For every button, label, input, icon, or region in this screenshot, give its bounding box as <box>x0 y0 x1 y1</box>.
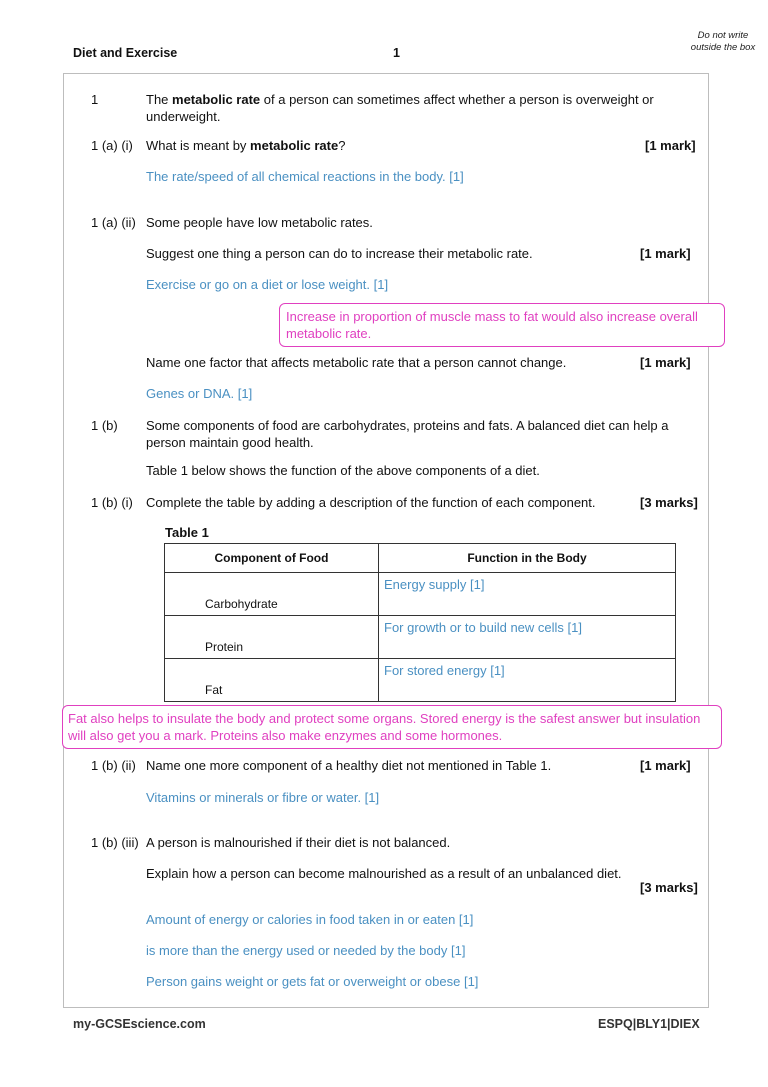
question-number: 1 <box>91 92 99 107</box>
table-row <box>165 659 676 702</box>
mark-allocation: [3 marks] <box>640 495 698 510</box>
question-number: 1 (a) (ii) <box>91 215 136 230</box>
document-title: Diet and Exercise <box>73 46 178 60</box>
answer-text: Exercise or go on a diet or lose weight. [1] <box>146 277 389 292</box>
question-text: The metabolic rate of a person can sometimes affect whether a person is overweight or underweight. <box>146 92 654 124</box>
annotation-note: Increase in proportion of muscle mass to fat would also increase overall metabolic rate. <box>279 303 725 347</box>
question-text: Suggest one thing a person can do to increase their metabolic rate. <box>146 246 533 261</box>
question-number: 1 (b) (iii) <box>91 835 139 850</box>
answer-text: Amount of energy or calories in food taken in or eaten [1] <box>146 912 474 927</box>
table-1 <box>164 543 676 702</box>
question-text: A person is malnourished if their diet is not balanced. <box>146 835 451 850</box>
mark-allocation: [1 mark] <box>640 758 691 773</box>
question-number: 1 (a) (i) <box>91 138 133 153</box>
footer-website: my-GCSEscience.com <box>73 1017 206 1031</box>
annotation-note: Fat also helps to insulate the body and protect some organs. Stored energy is the safest answer but insulation will also get you a mark. Proteins also make enzymes and some hormones. <box>62 705 722 749</box>
table-caption: Table 1 <box>165 525 209 540</box>
margin-note: Do not write outside the box <box>690 30 756 53</box>
answer-text: Vitamins or minerals or fibre or water. [1] <box>146 790 380 805</box>
question-text: What is meant by metabolic rate? <box>146 138 346 153</box>
question-text: Name one more component of a healthy diet not mentioned in Table 1. <box>146 758 552 773</box>
component-cell: Carbohydrate <box>205 597 278 611</box>
table-row <box>165 616 676 659</box>
answer-text: Genes or DNA. [1] <box>146 386 253 401</box>
question-text: Explain how a person can become malnourished as a result of an unbalanced diet. <box>146 866 622 881</box>
function-cell: For stored energy [1] <box>384 663 505 678</box>
footer-code: ESPQ|BLY1|DIEX <box>598 1017 700 1031</box>
function-cell: Energy supply [1] <box>384 577 485 592</box>
answer-text: is more than the energy used or needed by the body [1] <box>146 943 466 958</box>
mark-allocation: [1 mark] <box>645 138 696 153</box>
mark-allocation: [1 mark] <box>640 246 691 261</box>
question-text: Complete the table by adding a description of the function of each component. <box>146 495 596 510</box>
question-text: Table 1 below shows the function of the above components of a diet. <box>146 463 540 478</box>
question-number: 1 (b) (i) <box>91 495 133 510</box>
question-text: Name one factor that affects metabolic rate that a person cannot change. <box>146 355 567 370</box>
answer-text: The rate/speed of all chemical reactions in the body. [1] <box>146 169 464 184</box>
question-text: Some people have low metabolic rates. <box>146 215 373 230</box>
answer-text: Person gains weight or gets fat or overweight or obese [1] <box>146 974 479 989</box>
mark-allocation: [3 marks] <box>640 880 698 895</box>
mark-allocation: [1 mark] <box>640 355 691 370</box>
question-number: 1 (b) (ii) <box>91 758 136 773</box>
table-row <box>165 573 676 616</box>
question-text: Some components of food are carbohydrates, proteins and fats. A balanced diet can help a person maintain good health. <box>146 418 669 450</box>
component-cell: Fat <box>205 683 223 697</box>
page-number: 1 <box>393 46 400 60</box>
function-cell: For growth or to build new cells [1] <box>384 620 582 635</box>
question-number: 1 (b) <box>91 418 118 433</box>
table-header: Function in the Body <box>379 544 676 573</box>
table-header: Component of Food <box>165 544 379 573</box>
component-cell: Protein <box>205 640 244 654</box>
